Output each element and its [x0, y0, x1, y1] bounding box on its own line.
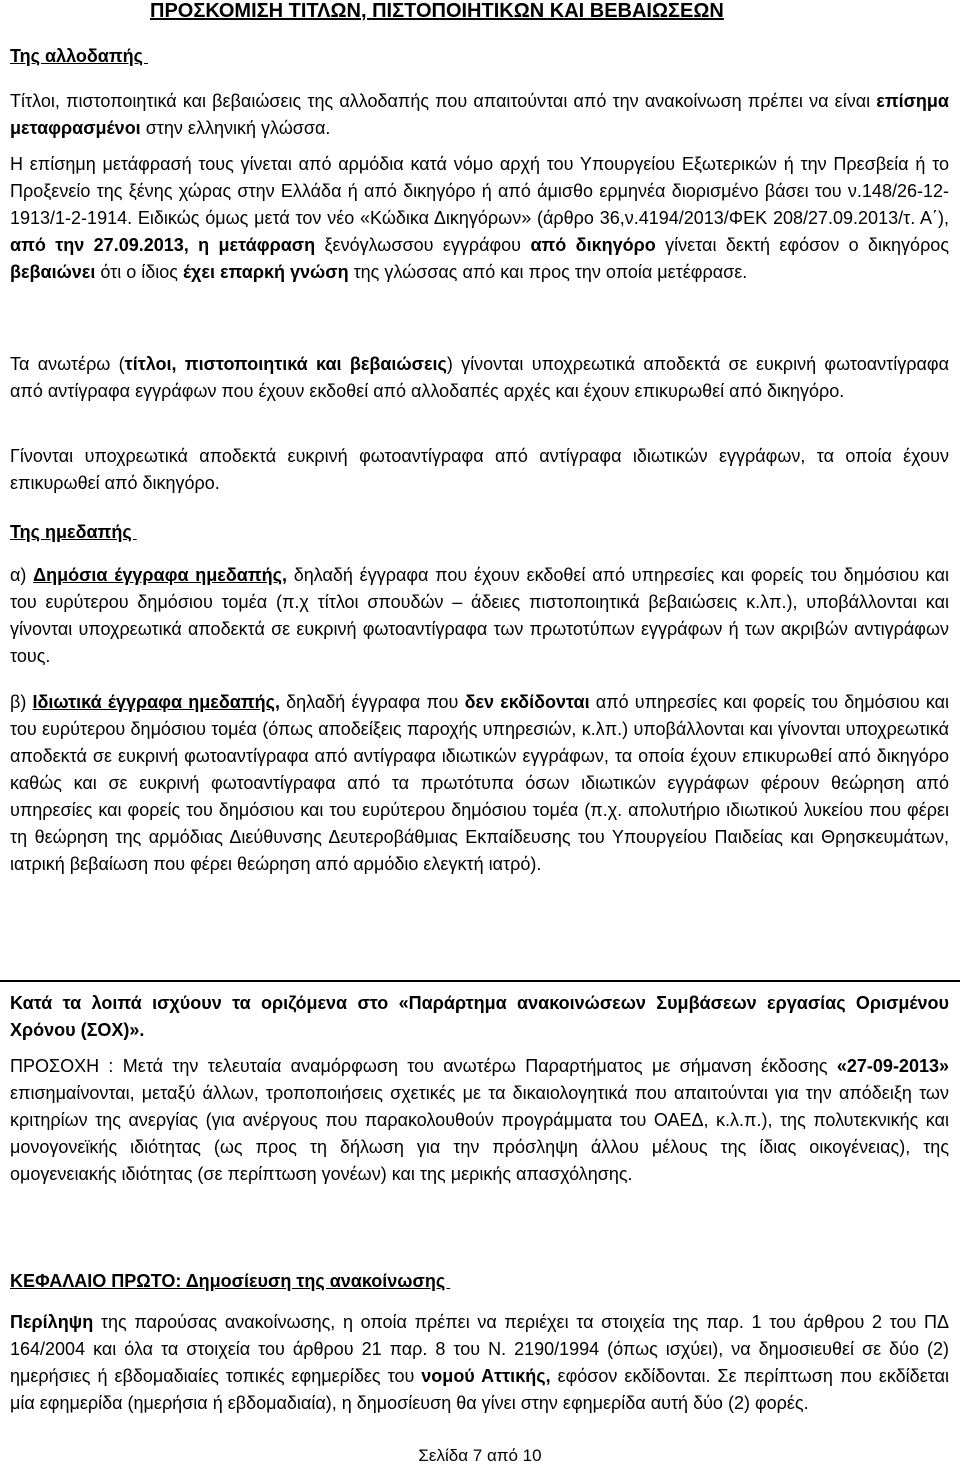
- paragraph-foreign-1: Τίτλοι, πιστοποιητικά και βεβαιώσεις της αλλοδαπής που απαιτούνται από την ανακοίνωση πρέπει να είναι επίσημα μεταφρασμένοι στην ελληνική γλώσσα.: [10, 91, 949, 138]
- foreign-heading: Της αλλοδαπής: [10, 46, 148, 66]
- paragraph-foreign-2: Η επίσημη μετάφρασή τους γίνεται από αρμόδια κατά νόμο αρχή του Υπουργείου Εξωτερικών ή την Πρεσβεία ή το Προξενείο της ξένης χώρας στην Ελλάδα ή από δικηγόρο ή από άμισθο ερμηνέα διορισμένο βάσει του ν.148/26-12-1913/1-2-1914. Ειδικώς όμως μετά τον νέο «Κώδικα Δικηγόρων» (άρθρο 36,ν.4194/2013/ΦΕΚ 208/27.09.2013/τ. Α΄), από την 27.09.2013, η μετάφραση ξενόγλωσσου εγγράφου από δικηγόρο γίνεται δεκτή εφόσον ο δικηγόρος βεβαιώνει ότι ο ίδιος έχει επαρκή γνώση της γλώσσας από και προς την οποία μετέφρασε.: [10, 154, 949, 282]
- chapter-heading: ΚΕΦΑΛΑΙΟ ΠΡΩΤΟ: Δημοσίευση της ανακοίνωσης: [10, 1271, 451, 1291]
- domestic-heading: Της ημεδαπής: [10, 522, 137, 542]
- paragraph-foreign-4: Γίνονται υποχρεωτικά αποδεκτά ευκρινή φωτοαντίγραφα από αντίγραφα ιδιωτικών εγγράφων, τα οποία έχουν επικυρωθεί από δικηγόρο.: [10, 446, 949, 493]
- paragraph-domestic-b: β) Ιδιωτικά έγγραφα ημεδαπής, δηλαδή έγγραφα που δεν εκδίδονται από υπηρεσίες και φορείς του δημόσιου και του ευρύτερου δημόσιου τομέα (όπως αποδείξεις παροχής υπηρεσιών, κ.λπ.) υποβάλλονται και γίνονται υποχρεωτικά αποδεκτά σε ευκρινή φωτοαντίγραφα από αντίγραφα ιδιωτικών εγγράφων, τα οποία έχουν επικυρωθεί από δικηγόρο καθώς και σε ευκρινή φωτοαντίγραφα από τα πρωτότυπα όσων ιδιωτικών εγγράφων φέρουν θεώρηση από υπηρεσίες και φορείς του δημόσιου και του ευρύτερου δημόσιου τομέα (π.χ. απολυτήριο ιδιωτικού λυκείου που φέρει τη θεώρηση της αρμόδιας Διεύθυνσης Δευτεροβάθμιας Εκπαίδευσης του Υπουργείου Παιδείας και Θρησκευμάτων, ιατρική βεβαίωση που φέρει θεώρηση από αρμόδιο ελεγκτή ιατρό).: [10, 692, 950, 874]
- notice-divider: [0, 980, 960, 982]
- notice-paragraph-1: Κατά τα λοιπά ισχύουν τα οριζόμενα στο «Παράρτημα ανακοινώσεων Συμβάσεων εργασίας Ορισμένου Χρόνου (ΣΟΧ)».: [10, 993, 949, 1040]
- paragraph-domestic-a: α) Δημόσια έγγραφα ημεδαπής, δηλαδή έγγραφα που έχουν εκδοθεί από υπηρεσίες και φορείς του δημόσιου και του ευρύτερου δημόσιου τομέα (π.χ τίτλοι σπουδών – άδειες πιστοποιητικά βεβαιώσεις κ.λπ.), υποβάλλονται και γίνονται υποχρεωτικά αποδεκτά σε ευκρινή φωτοαντίγραφα των πρωτοτύπων εγγράφων ή των ακριβών αντιγράφων τους.: [10, 565, 949, 666]
- chapter-paragraph: Περίληψη της παρούσας ανακοίνωσης, η οποία πρέπει να περιέχει τα στοιχεία της παρ. 1 του άρθρου 2 του ΠΔ 164/2004 και όλα τα στοιχεία του άρθρου 21 παρ. 8 του Ν. 2190/1994 (όπως ισχύει), να δημοσιευθεί σε δύο (2) ημερήσιες ή εβδομαδιαίες τοπικές εφημερίδες του νομού Αττικής, εφόσον εκδίδονται. Σε περίπτωση που εκδίδεται μία εφημερίδα (ημερήσια ή εβδομαδιαία), η δημοσίευση θα γίνει στην εφημερίδα αυτή δύο (2) φορές.: [10, 1312, 949, 1413]
- page-number: Σελίδα 7 από 10: [418, 1446, 542, 1465]
- paragraph-foreign-3: Τα ανωτέρω (τίτλοι, πιστοποιητικά και βεβαιώσεις) γίνονται υποχρεωτικά αποδεκτά σε ευκρινή φωτοαντίγραφα από αντίγραφα εγγράφων που έχουν εκδοθεί από αλλοδαπές αρχές και έχουν επικυρωθεί από δικηγόρο.: [10, 354, 949, 401]
- page-title: ΠΡΟΣΚΟΜΙΣΗ ΤΙΤΛΩΝ, ΠΙΣΤΟΠΟΙΗΤΙΚΩΝ ΚΑΙ ΒΕΒΑΙΩΣΕΩΝ: [150, 0, 724, 22]
- notice-paragraph-2: ΠΡΟΣΟΧΗ : Μετά την τελευταία αναμόρφωση του ανωτέρω Παραρτήματος με σήμανση έκδοσης «27-09-2013» επισημαίνονται, μεταξύ άλλων, τροποποιήσεις σχετικές με τα δικαιολογητικά που απαιτούνται για την απόδειξη των κριτηρίων της ανεργίας (για ανέργους που παρακολουθούν προγράμματα του ΟΑΕΔ, κ.λ.π.), της πολυτεκνικής και μονογονεϊκής ιδιότητας (ως προς τη δήλωση για την πρόσληψη άλλου μέλους της ίδιας οικογένειας), της ομογενειακής ιδιότητας (σε περίπτωση γονέων) και της μερικής απασχόλησης.: [10, 1056, 949, 1184]
